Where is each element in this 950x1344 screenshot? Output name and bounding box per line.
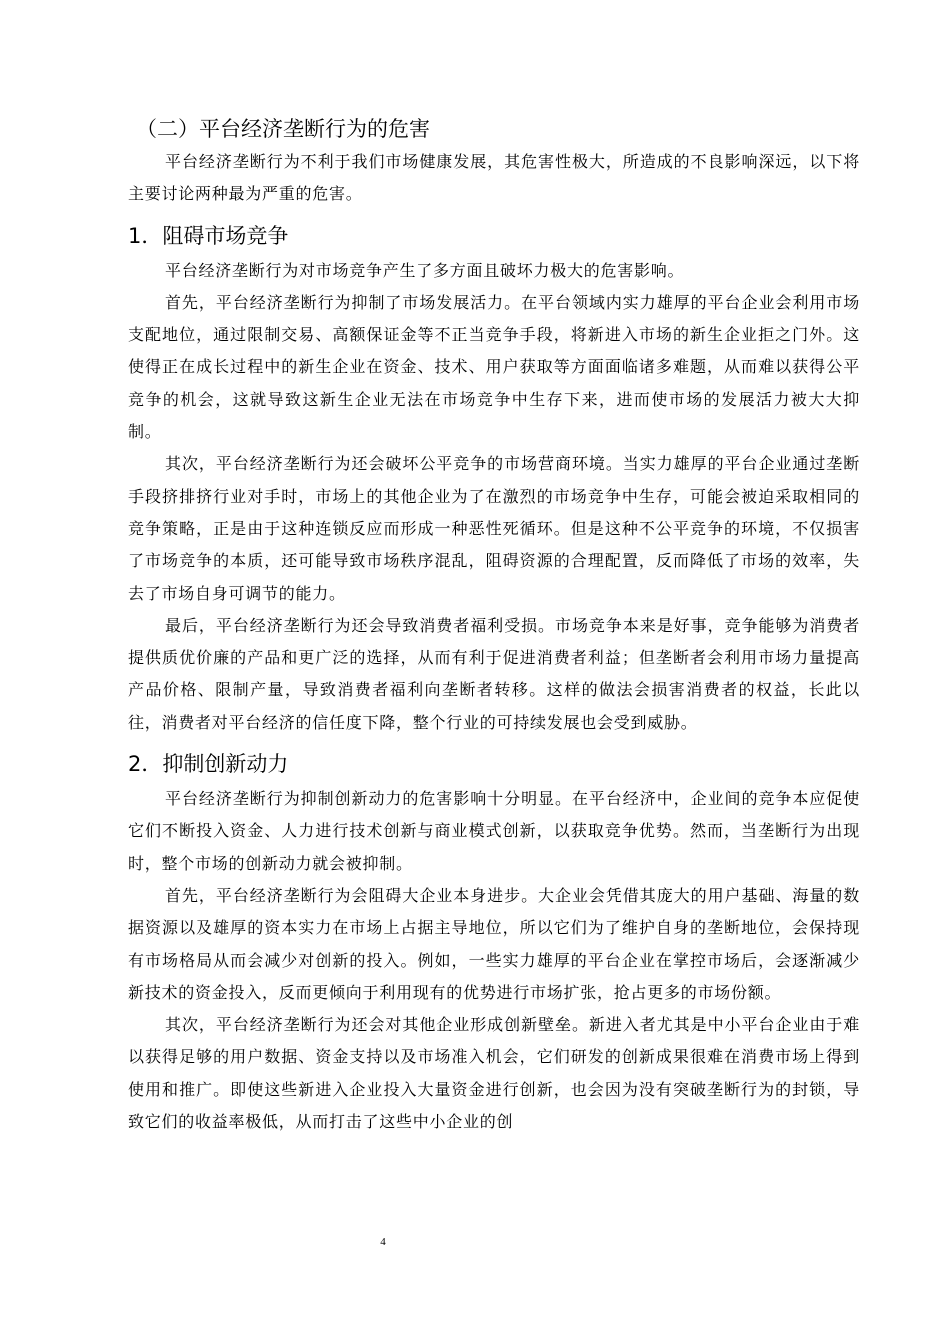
paragraph: 首先，平台经济垄断行为抑制了市场发展活力。在平台领域内实力雄厚的平台企业会利用市场支配地位，通过限制交易、高额保证金等不正当竞争手段，将新进入市场的新生企业拒之门外。这使得正在成长过程中的新生企业在资金、技术、用户获取等方面面临诸多难题，从而难以获得公平竞争的机会，这就导致这新生企业无法在市场竞争中生存下来，进而使市场的发展活力被大大抑制。	[128, 292, 860, 442]
subsection-heading-market-competition: 1．阻碍市场竞争	[128, 223, 289, 248]
section-title: （二）平台经济垄断行为的危害	[136, 117, 430, 141]
paragraph: 最后，平台经济垄断行为还会导致消费者福利受损。市场竞争本来是好事，竞争能够为消费者提供质优价廉的产品和更广泛的选择，从而有利于促进消费者利益；但垄断者会利用市场力量提高产品价格、限制产量，导致消费者福利向垄断者转移。这样的做法会损害消费者的权益，长此以往，消费者对平台经济的信任度下降，整个行业的可持续发展也会受到威胁。	[128, 615, 860, 732]
paragraph: 其次，平台经济垄断行为还会破坏公平竞争的市场营商环境。当实力雄厚的平台企业通过垄断手段挤排挤行业对手时，市场上的其他企业为了在激烈的市场竞争中生存，可能会被迫采取相同的竞争策略，正是由于这种连锁反应而形成一种恶性死循环。但是这种不公平竞争的环境，不仅损害了市场竞争的本质，还可能导致市场秩序混乱，阻碍资源的合理配置，反而降低了市场的效率，失去了市场自身可调节的能力。	[128, 454, 860, 603]
paragraph: 其次，平台经济垄断行为还会对其他企业形成创新壁垒。新进入者尤其是中小平台企业由于难以获得足够的用户数据、资金支持以及市场准入机会，它们研发的创新成果很难在消费市场上得到使用和推广。即使这些新进入企业投入大量资金进行创新，也会因为没有突破垄断行为的封锁，导致它们的收益率极低，从而打击了这些中小企业的创	[128, 1015, 860, 1132]
paragraph: 平台经济垄断行为对市场竞争产生了多方面且破坏力极大的危害影响。	[165, 260, 685, 280]
page-content	[128, 112, 860, 1138]
intro-paragraph: 平台经济垄断行为不利于我们市场健康发展，其危害性极大，所造成的不良影响深远，以下将主要讨论两种最为严重的危害。	[128, 152, 860, 204]
paragraph: 平台经济垄断行为抑制创新动力的危害影响十分明显。在平台经济中，企业间的竞争本应促使它们不断投入资金、人力进行技术创新与商业模式创新，以获取竞争优势。然而，当垄断行为出现时，整个市场的创新动力就会被抑制。	[128, 789, 860, 873]
page-number: 4	[380, 1236, 386, 1248]
paragraph: 首先，平台经济垄断行为会阻碍大企业本身进步。大企业会凭借其庞大的用户基础、海量的数据资源以及雄厚的资本实力在市场上占据主导地位，所以它们为了维护自身的垄断地位，会保持现有市场格局从而会减少对创新的投入。例如，一些实力雄厚的平台企业在掌控市场后，会逐渐减少新技术的资金投入，反而更倾向于利用现有的优势进行市场扩张，抢占更多的市场份额。	[128, 885, 860, 1002]
subsection-heading-innovation: 2．抑制创新动力	[128, 752, 289, 777]
